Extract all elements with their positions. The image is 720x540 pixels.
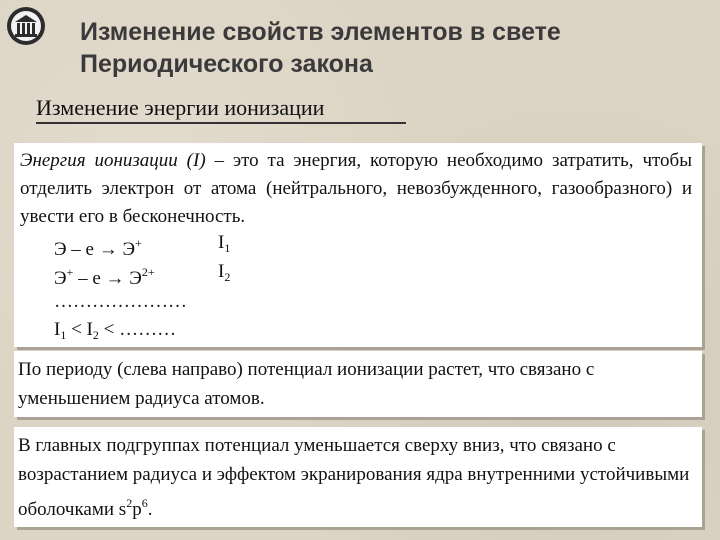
eq1-energy xyxy=(218,231,230,260)
definition-term: Энергия ионизации (I) xyxy=(20,150,206,171)
inequality-i2-index: 2 xyxy=(92,328,99,342)
inequality-i1-index: 1 xyxy=(60,328,67,342)
inequality-i2: I xyxy=(86,319,93,340)
energy-inequality xyxy=(54,318,176,347)
arrow-icon: → xyxy=(105,268,125,289)
group-paragraph xyxy=(18,431,698,524)
inequality-i1: I xyxy=(54,319,61,340)
group-box xyxy=(14,427,702,527)
group-text-end: . xyxy=(147,499,153,520)
ionization-equation-2 xyxy=(54,260,231,291)
group-text: В главных подгруппах потенциал уменьшается сверху вниз, что связано с возрастанием радиуса и эффектом экранирования ядра внутренними устойчивыми оболочками s xyxy=(18,435,690,520)
period-paragraph: По периоду (слева направо) потенциал ионизации растет, что связано с уменьшением радиуса атомов. xyxy=(18,359,595,409)
eq1-product: Э xyxy=(117,239,136,260)
eq2-product: Э xyxy=(124,268,142,289)
university-logo-icon xyxy=(6,6,46,46)
section-subtitle: Изменение энергии ионизации xyxy=(36,94,406,124)
eq1-energy-index: 1 xyxy=(224,241,231,255)
p-letter: p xyxy=(132,499,142,520)
definition-paragraph xyxy=(20,147,692,231)
eq2-minus-electron: – е xyxy=(73,268,106,289)
arrow-icon: → xyxy=(98,239,118,260)
eq1-charge: + xyxy=(135,236,142,250)
s-exponent: 2 xyxy=(126,496,133,510)
page-title: Изменение свойств элементов в свете Периодического закона xyxy=(80,18,561,78)
eq2-reactant-charge: + xyxy=(66,265,74,279)
definition-box xyxy=(14,143,702,347)
ellipsis-line: ………………… xyxy=(54,291,187,312)
eq1-energy-symbol: I xyxy=(218,232,225,253)
eq2-energy xyxy=(218,260,230,289)
ionization-equation-1 xyxy=(54,231,231,262)
eq2-energy-symbol: I xyxy=(218,261,225,282)
eq2-reactant: Э xyxy=(54,268,67,289)
inequality-op2: < ……… xyxy=(98,319,177,340)
eq2-energy-index: 2 xyxy=(224,270,231,284)
definition-text: – это та энергия, которую необходимо затратить, чтобы отделить электрон от атома (нейтрального, невозбужденного, газообразного) и увести его в бесконечность. xyxy=(20,150,692,227)
eq2-product-charge: 2+ xyxy=(141,265,155,279)
eq1-reactant: Э – е xyxy=(54,239,99,260)
period-box xyxy=(14,351,702,417)
inequality-op1: < xyxy=(66,319,87,340)
p-exponent: 6 xyxy=(141,496,148,510)
